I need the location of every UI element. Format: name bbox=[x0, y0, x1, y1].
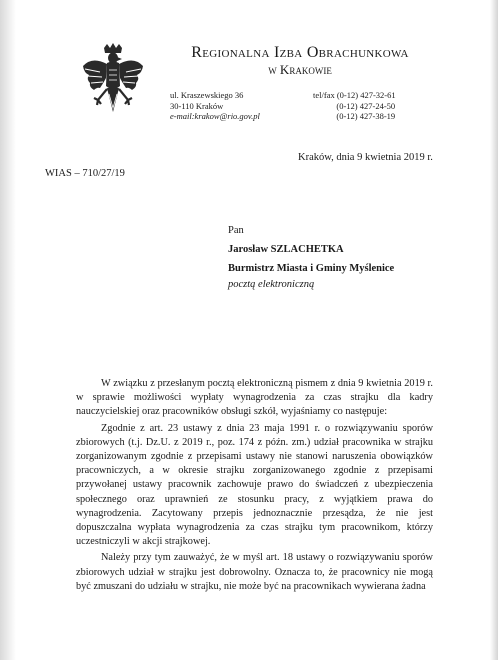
body-paragraph: W związku z przesłanym pocztą elektroniczną pismem z dnia 9 kwietnia 2019 r. w sprawie możliwości wypłaty wynagrodzenia za czas strajku dla kadry nauczycielskiej oraz pracowników obsługi szkół, wyjaśniamy co następuje: bbox=[76, 378, 433, 418]
address-postal: 30-110 Kraków bbox=[170, 100, 224, 111]
phone-line: (0-12) 427-24-50 bbox=[313, 100, 396, 111]
body-paragraph: Należy przy tym zauważyć, że w myśl art. 18 ustawy o rozwiązywaniu sporów zbiorowych udział w strajku jest dobrowolny. Oznacza to, że pracownicy nie mogą być zmuszani do udziału w strajku, nie może być na pracownikach wywierana żadna bbox=[76, 552, 433, 592]
organization-address bbox=[170, 90, 260, 122]
delivery-method: pocztą elektroniczną bbox=[228, 279, 315, 290]
page-shadow-right bbox=[490, 0, 498, 660]
phone-line: tel/fax (0-12) 427-32-61 bbox=[313, 90, 396, 100]
address-email: e-mail:krakow@rio.gov.pl bbox=[170, 111, 260, 121]
addressee-salutation: Pan bbox=[228, 225, 244, 236]
addressee-block bbox=[228, 221, 394, 278]
body-paragraph: Zgodnie z art. 23 ustawy z dnia 23 maja 1991 r. o rozwiązywaniu sporów zbiorowych (t.j. Dz.U. z 2019 r., poz. 174 z późn. zm.) udział pracownika w strajku zorganizowanym zgodnie z przepisami ustawy nie stanowi naruszenia obowiązków pracowniczych, a w okresie strajku zorganizowanego zgodnie z przepisami przywołanej ustawy pracownik zachowuje prawo do świadczeń z ubezpieczenia społecznego oraz uprawnień ze stosunku pracy, z wyjątkiem prawa do wynagrodzenia. Zacytowany przepis jednoznacznie przesądza, że nie jest dopuszczalna wypłata wynagrodzenia za czas strajku tym pracownikom, którzy uczestniczyli w akcji strajkowej. bbox=[76, 422, 433, 548]
addressee-name: Jarosław SZLACHETKA bbox=[228, 244, 344, 255]
organization-name: Regionalna Izba Obrachunkowa bbox=[191, 44, 409, 61]
page-shadow-left bbox=[0, 0, 16, 660]
addressee-title: Burmistrz Miasta i Gminy Myślenice bbox=[228, 263, 395, 274]
letter-date: Kraków, dnia 9 kwietnia 2019 r. bbox=[298, 152, 433, 163]
phone-line: (0-12) 427-38-19 bbox=[313, 111, 396, 121]
organization-city: w Krakowie bbox=[268, 62, 332, 77]
address-street: ul. Kraszewskiego 36 bbox=[170, 90, 244, 100]
polish-eagle-emblem-icon bbox=[80, 42, 146, 126]
letter-body bbox=[76, 377, 433, 596]
organization-phones bbox=[313, 90, 396, 122]
reference-number: WIAS – 710/27/19 bbox=[45, 168, 125, 179]
